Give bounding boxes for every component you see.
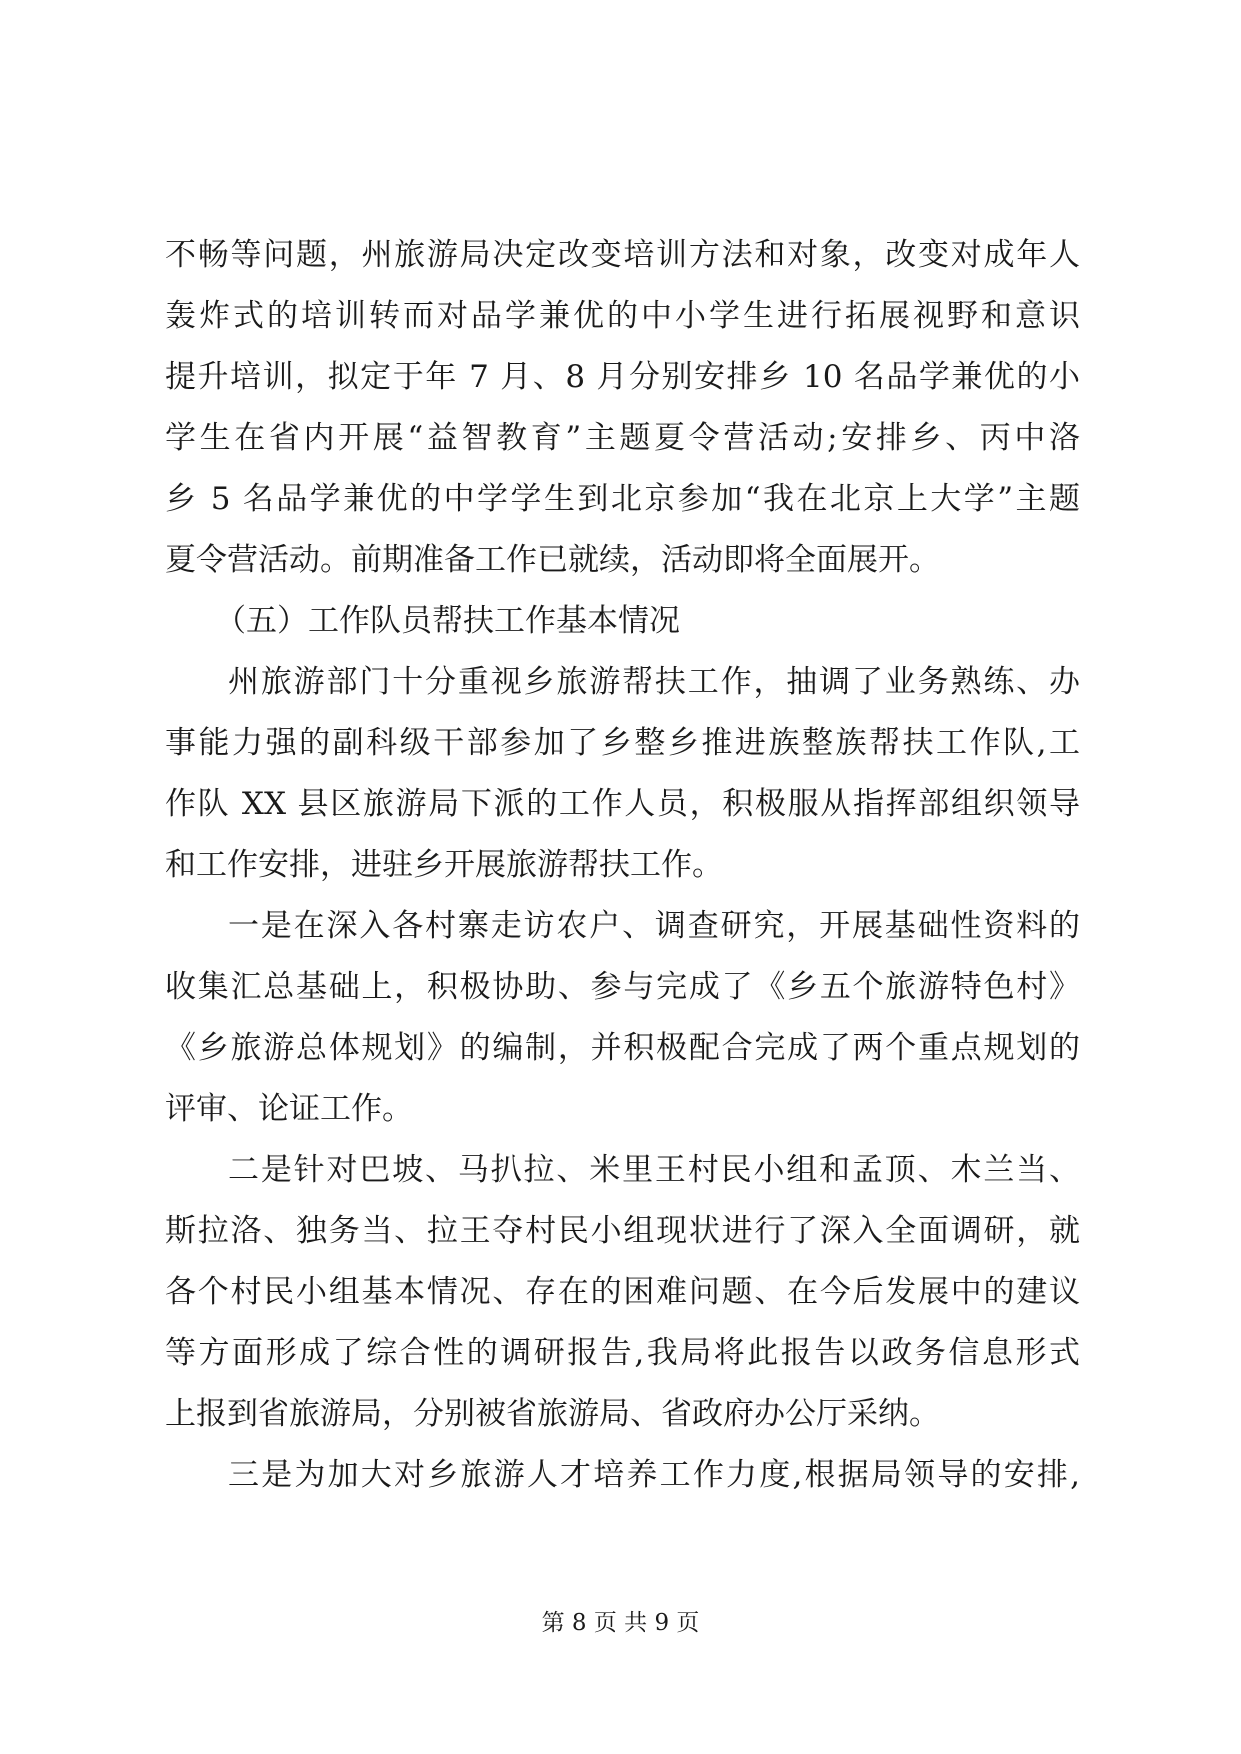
text-line: 学生在省内开展“益智教育”主题夏令营活动;安排乡、丙中洛: [165, 420, 1080, 456]
text-line: 各个村民小组基本情况、存在的困难问题、在今后发展中的建议: [165, 1274, 1080, 1310]
text-line: 上报到省旅游局，分别被省旅游局、省政府办公厅采纳。: [165, 1396, 940, 1432]
text-line: 乡 5 名品学兼优的中学学生到北京参加“我在北京上大学”主题: [165, 481, 1080, 517]
text-line: 斯拉洛、独务当、拉王夺村民小组现状进行了深入全面调研，就: [165, 1213, 1080, 1249]
text-line: 轰炸式的培训转而对品学兼优的中小学生进行拓展视野和意识: [165, 298, 1080, 334]
text-line: 《乡旅游总体规划》的编制，并积极配合完成了两个重点规划的: [165, 1030, 1080, 1066]
text-line: 事能力强的副科级干部参加了乡整乡推进族整族帮扶工作队,工: [165, 725, 1080, 761]
text-line: 等方面形成了综合性的调研报告,我局将此报告以政务信息形式: [165, 1335, 1080, 1371]
text-line: 二是针对巴坡、马扒拉、米里王村民小组和孟顶、木兰当、: [228, 1152, 1080, 1188]
text-line: 评审、论证工作。: [165, 1091, 413, 1127]
text-line: 州旅游部门十分重视乡旅游帮扶工作，抽调了业务熟练、办: [228, 664, 1080, 700]
text-line: 三是为加大对乡旅游人才培养工作力度,根据局领导的安排,: [228, 1457, 1080, 1493]
text-line: 提升培训，拟定于年 7 月、8 月分别安排乡 10 名品学兼优的小: [165, 359, 1080, 395]
text-line: 不畅等问题，州旅游局决定改变培训方法和对象，改变对成年人: [165, 237, 1080, 273]
page-footer: 第 8 页 共 9 页: [541, 1610, 700, 1636]
text-line: 作队 XX 县区旅游局下派的工作人员，积极服从指挥部组织领导: [165, 786, 1080, 822]
text-line: 夏令营活动。前期准备工作已就续，活动即将全面展开。: [165, 542, 940, 578]
text-line: 一是在深入各村寨走访农户、调查研究，开展基础性资料的: [228, 908, 1080, 944]
document-body: [165, 225, 1080, 1506]
text-line: 和工作安排，进驻乡开展旅游帮扶工作。: [165, 847, 723, 883]
text-line: 收集汇总基础上，积极协助、参与完成了《乡五个旅游特色村》: [165, 969, 1080, 1005]
section-heading: （五）工作队员帮扶工作基本情况: [215, 603, 680, 639]
